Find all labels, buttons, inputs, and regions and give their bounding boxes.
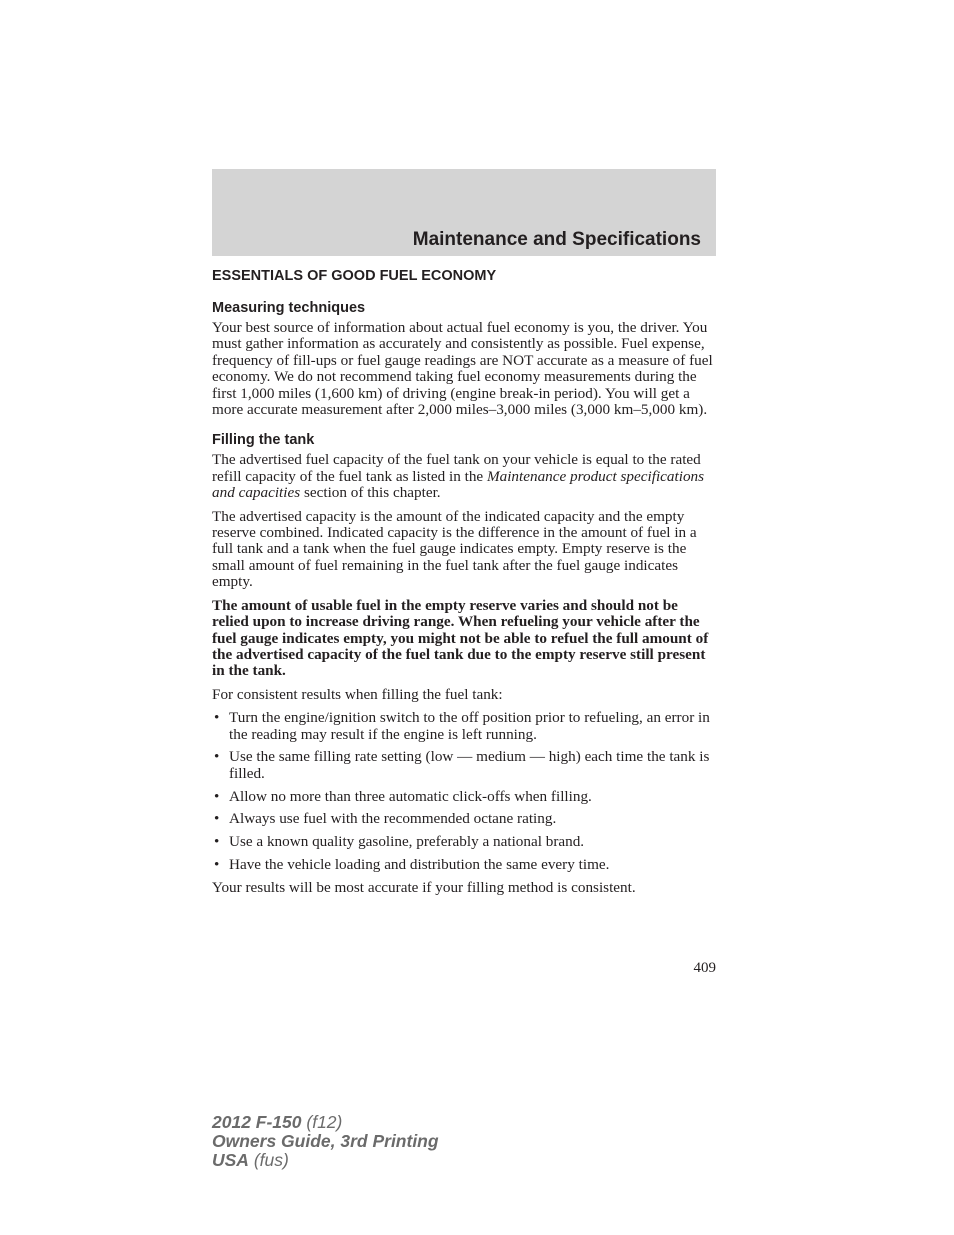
list-item-text: Turn the engine/ignition switch to the off position prior to refueling, an error in the reading may result if the engine is left running. bbox=[229, 709, 710, 743]
footer-market-code: (fus) bbox=[248, 1150, 289, 1170]
paragraph-text: section of this chapter. bbox=[300, 484, 441, 502]
list-item-text: Have the vehicle loading and distribution the same every time. bbox=[229, 855, 610, 873]
list-item bbox=[212, 834, 716, 850]
footer-guide-edition: Owners Guide, 3rd Printing bbox=[212, 1131, 439, 1151]
list-item bbox=[212, 710, 716, 743]
footer-line-market bbox=[212, 1151, 439, 1170]
page-content bbox=[212, 267, 716, 904]
measuring-techniques-heading: Measuring techniques bbox=[212, 300, 366, 316]
bullet-icon: • bbox=[214, 810, 220, 828]
chapter-title: Maintenance and Specifications bbox=[412, 229, 701, 250]
list-item bbox=[212, 789, 716, 805]
bullet-icon: • bbox=[214, 833, 220, 851]
footer-line-model bbox=[212, 1113, 439, 1132]
footer-model-code: (f12) bbox=[301, 1112, 343, 1132]
list-item-text: Use a known quality gasoline, preferably a national brand. bbox=[229, 833, 585, 851]
bullet-icon: • bbox=[214, 748, 220, 766]
bullet-icon: • bbox=[214, 855, 220, 873]
list-item bbox=[212, 749, 716, 782]
bullet-icon: • bbox=[214, 787, 220, 805]
chapter-header-band bbox=[212, 169, 716, 256]
page-number: 409 bbox=[693, 960, 716, 976]
filling-intro: For consistent results when filling the fuel tank: bbox=[212, 685, 503, 703]
footer-line-guide bbox=[212, 1132, 439, 1151]
empty-reserve-warning: The amount of usable fuel in the empty reserve varies and should not be relied upon to increase driving range. When refueling your vehicle after the fuel gauge indicates empty, you might not be able to refuel the full amount of the advertised capacity of the fuel tank due to the empty reserve still present in the tank. bbox=[212, 596, 709, 680]
list-item bbox=[212, 811, 716, 827]
filling-the-tank-heading: Filling the tank bbox=[212, 432, 315, 449]
list-item bbox=[212, 857, 716, 873]
section-title: ESSENTIALS OF GOOD FUEL ECONOMY bbox=[212, 268, 497, 284]
paragraph-text: The advertised fuel capacity of the fuel tank on your vehicle is equal to the rated refill capacity of the fuel tank as listed in the bbox=[212, 451, 701, 485]
bullet-icon: • bbox=[214, 709, 220, 727]
measuring-techniques-paragraph: Your best source of information about actual fuel economy is you, the driver. You must gather information as accurately and consistently as possible. Fuel expense, frequency of fill-ups or fuel gauge readings are NOT accurate as a measure of fuel economy. We do not recommend taking fuel economy measurements during the first 1,000 miles (1,600 km) of driving (engine break-in period). You will get a more accurate measurement after 2,000 miles–3,000 miles (3,000 km–5,000 km). bbox=[212, 319, 713, 419]
cross-reference: Maintenance product specifications and capacities bbox=[212, 467, 705, 502]
list-item-text: Always use fuel with the recommended octane rating. bbox=[229, 810, 557, 828]
footer-market: USA bbox=[212, 1150, 249, 1170]
closing-paragraph: Your results will be most accurate if your filling method is consistent. bbox=[212, 879, 636, 897]
advertised-fuel-capacity-paragraph bbox=[212, 452, 716, 501]
list-item-text: Allow no more than three automatic click-offs when filling. bbox=[229, 787, 592, 805]
list-item-text: Use the same filling rate setting (low — medium — high) each time the tank is filled. bbox=[229, 748, 710, 782]
filling-tips-list bbox=[212, 710, 716, 873]
document-footer bbox=[212, 1113, 439, 1170]
footer-model: 2012 F-150 bbox=[212, 1112, 302, 1132]
advertised-capacity-paragraph: The advertised capacity is the amount of the indicated capacity and the empty reserve combined. Indicated capacity is the difference in the amount of fuel in a full tank and a tank when the fuel gauge indicates empty. Empty reserve is the small amount of fuel remaining in the fuel tank after the fuel gauge indicates empty. bbox=[212, 507, 697, 591]
